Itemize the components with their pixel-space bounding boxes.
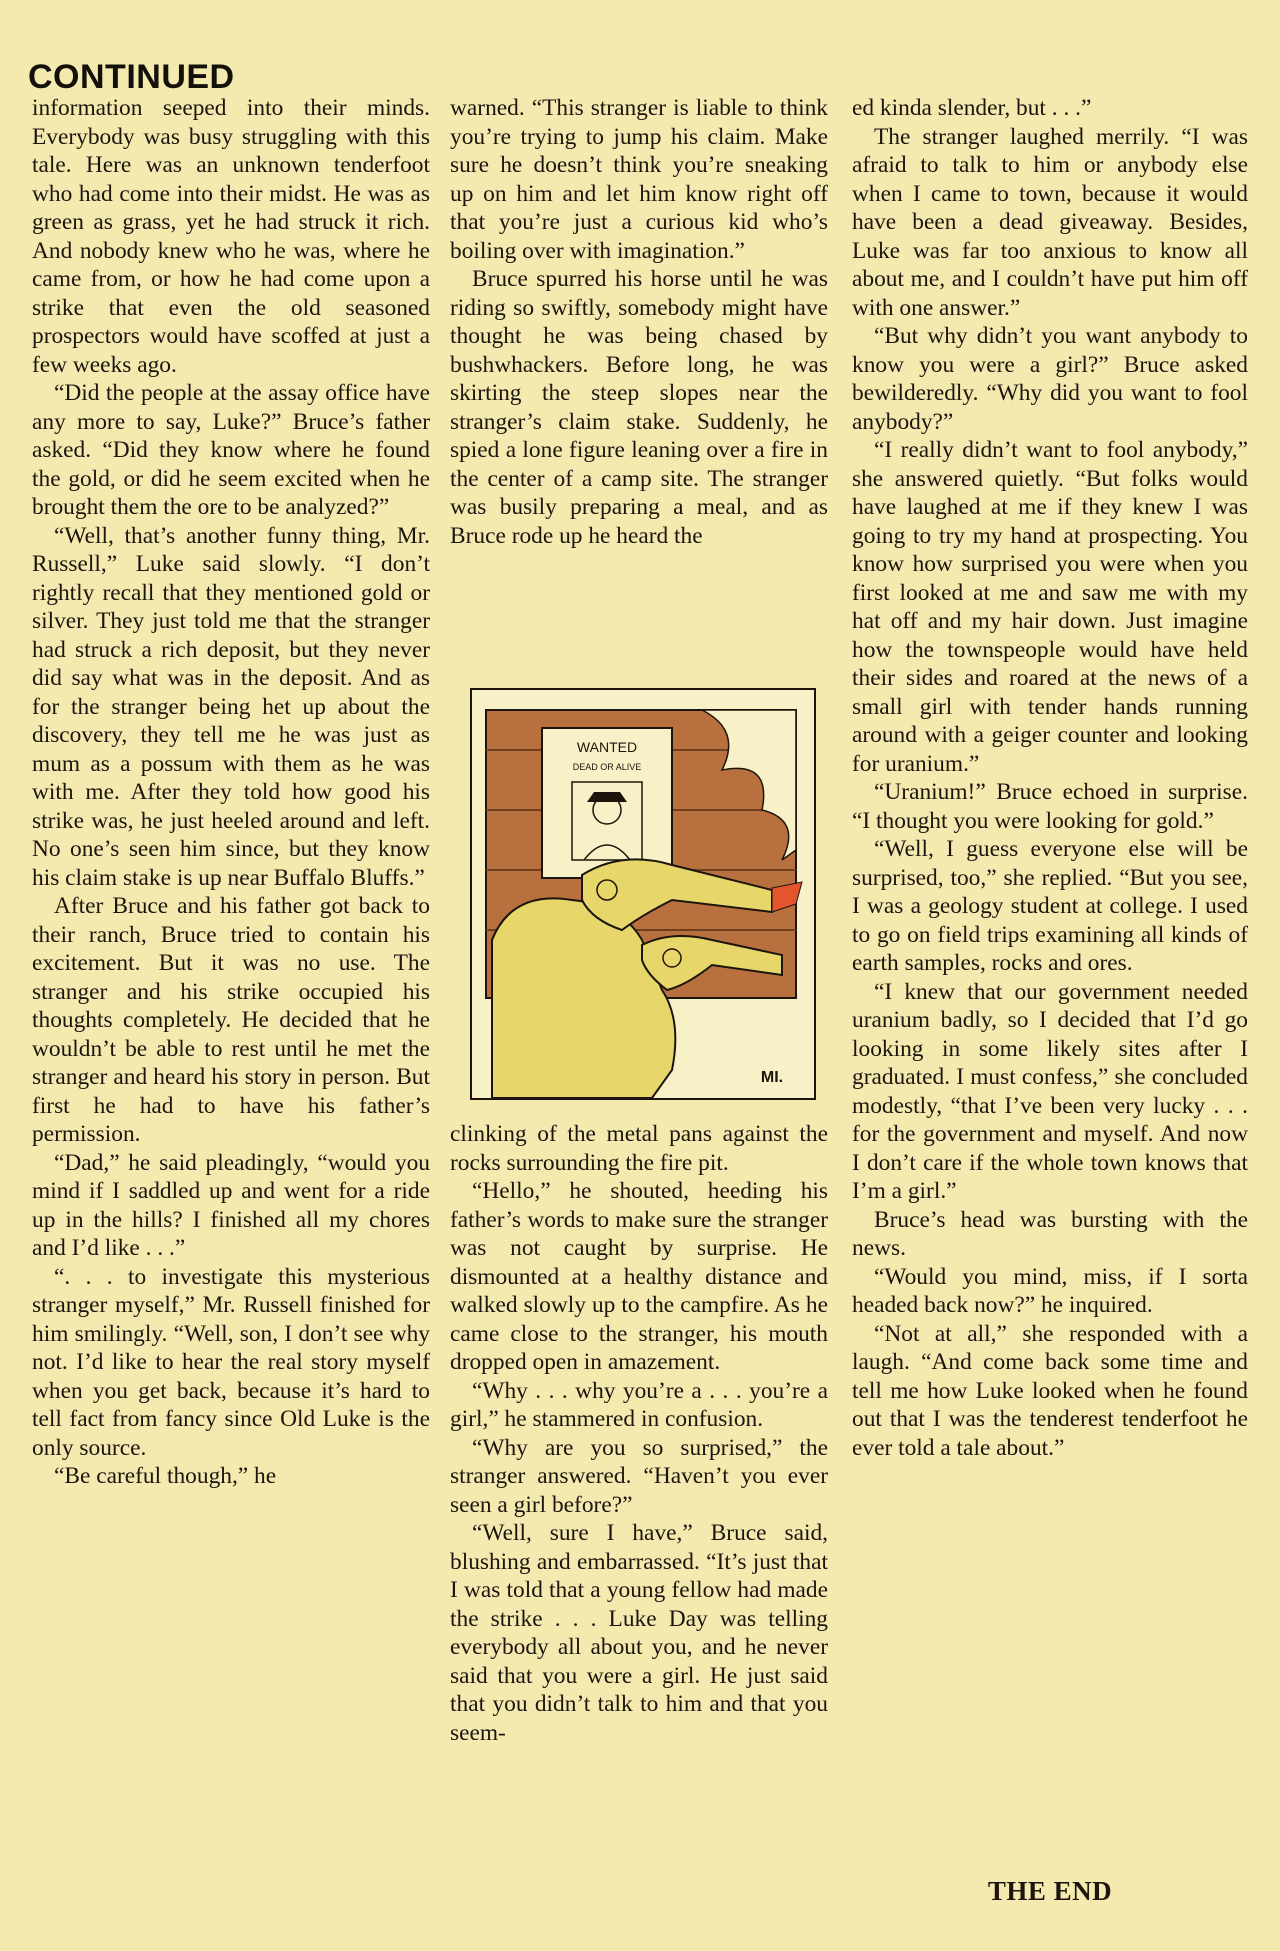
paragraph: information seeped into their minds. Everybody was busy struggling with this tale. Here was an unknown tenderfoot who had come into their midst. He was as green as grass, yet he had struck it rich. And nobody knew who he was, where he came from, or how he had come upon a strike that even the old seasoned prospectors would have scoffed at just a few weeks ago.: [32, 95, 430, 378]
paragraph: The stranger laughed merrily. “I was afraid to talk to him or anybody else when I came to town, because it would have been a dead giveaway. Besides, Luke was far too anxious to know all about me, and I couldn’t have put him off with one answer.”: [852, 123, 1248, 321]
paragraph: “Hello,” he shouted, heeding his father’s words to make sure the stranger was not caught by surprise. He dismounted at a healthy distance and walked slowly up to the campfire. As he came close to the stranger, his mouth dropped open in amazement.: [450, 1178, 828, 1375]
paragraph: “Well, I guess everyone else will be surprised, too,” she replied. “But you see, I was a geology student at college. I used to go on field trips examining all kinds of earth samples, rocks and ores.: [852, 836, 1248, 976]
paragraph: ed kinda slender, but . . .”: [852, 95, 1092, 121]
column-2-upper: [450, 94, 828, 674]
paragraph: After Bruce and his father got back to their ranch, Bruce tried to contain his excitement. But it was no use. The stranger and his strike occupied his thoughts completely. He decided that he wouldn’t be able to rest until he met the stranger and heard his story in person. But first he had to have his father’s permission.: [32, 893, 430, 1147]
paragraph: Bruce spurred his horse until he was riding so swiftly, somebody might have thought he was being chased by bushwhackers. Before long, he was skirting the steep slopes near the stranger’s claim stake. Suddenly, he spied a lone figure leaning over a fire in the center of a camp site. The stranger was busily preparing a meal, and as Bruce rode up he heard the: [450, 266, 828, 549]
continued-header: CONTINUED: [28, 58, 235, 96]
paragraph: clinking of the metal pans against the rocks surrounding the fire pit.: [450, 1121, 828, 1176]
paragraph: “I really didn’t want to fool anybody,” she answered quietly. “But folks would have laughed at me if they knew I was going to try my hand at prospecting. You know how surprised you were when you first looked at me and saw me with my hat off and my hair down. Just imagine how the townspeople would have held their sides and roared at the news of a small girl with tender hands running around with a geiger counter and looking for uranium.”: [852, 437, 1248, 777]
paragraph: “Not at all,” she responded with a laugh. “And come back some time and tell me how Luke looked when he found out that I was the tenderest tenderfoot he ever told a tale about.”: [852, 1320, 1248, 1461]
paragraph: “. . . to investigate this mysterious stranger myself,” Mr. Russell finished for him smilingly. “Well, son, I don’t see why not. I’d like to hear the real story myself when you get back, because it’s hard to tell fact from fancy since Old Luke is the only source.: [32, 1263, 430, 1461]
wanted-poster-illustration: [470, 688, 816, 1100]
paragraph: “Be careful though,” he: [54, 1463, 277, 1489]
column-1: [32, 94, 430, 1491]
paragraph: “Why . . . why you’re a . . . you’re a girl,” he stammered in confusion.: [450, 1377, 828, 1432]
paragraph: “Would you mind, miss, if I sorta headed back now?” he inquired.: [852, 1263, 1248, 1318]
column-2-lower: [450, 1120, 828, 1747]
column-3: [852, 94, 1248, 1462]
poster-subtitle: DEAD OR ALIVE: [572, 762, 642, 772]
paragraph: “I knew that our government needed uranium badly, so I decided that I’d go looking in some likely sites after I graduated. I must confess,” she concluded modestly, “that I’ve been very lucky . . . for the government and myself. And now I don’t care if the whole town knows that I’m a girl.”: [852, 978, 1248, 1204]
paragraph: Bruce’s head was bursting with the news.: [852, 1206, 1248, 1261]
paragraph: “Dad,” he said pleadingly, “would you mind if I saddled up and went for a ride up in the hills? I finished all my chores and I’d like . . .”: [32, 1149, 430, 1261]
paragraph: “Well, sure I have,” Bruce said, blushing and embarrassed. “It’s just that I was told that a young fellow had made the strike . . . Luke Day was telling everybody all about you, and he never said that you were a girl. He just said that you didn’t talk to him and that you seem-: [450, 1520, 828, 1746]
paragraph: “Why are you so surprised,” the stranger answered. “Haven’t you ever seen a girl before?”: [450, 1434, 828, 1518]
paragraph: “Uranium!” Bruce echoed in surprise. “I thought you were looking for gold.”: [852, 779, 1248, 834]
artist-signature: MI.: [760, 1069, 784, 1086]
the-end-label: THE END: [987, 1876, 1113, 1906]
paragraph: “Did the people at the assay office have any more to say, Luke?” Bruce’s father asked. “Did they know where he found the gold, or did he seem excited when he brought them the ore to be analyzed?”: [32, 380, 430, 520]
paragraph: “But why didn’t you want anybody to know you were a girl?” Bruce asked bewilderedly. “Why did you want to fool anybody?”: [852, 323, 1248, 435]
paragraph: “Well, that’s another funny thing, Mr. Russell,” Luke said slowly. “I don’t rightly recall that they mentioned gold or silver. They just told me that the stranger had struck a rich deposit, but they never did say what was in the deposit. And as for the stranger being het up about the discovery, they tell me he was just as mum as a possum with them as he was with me. After they told how good his strike was, he just heeled around and left. No one’s seen him since, but they know his claim stake is up near Buffalo Bluffs.”: [32, 522, 430, 891]
poster-title: WANTED: [576, 739, 638, 755]
paragraph: warned. “This stranger is liable to think you’re trying to jump his claim. Make sure he doesn’t think you’re sneaking up on him and let him know right off that you’re just a curious kid who’s boiling over with imagination.”: [450, 95, 828, 264]
